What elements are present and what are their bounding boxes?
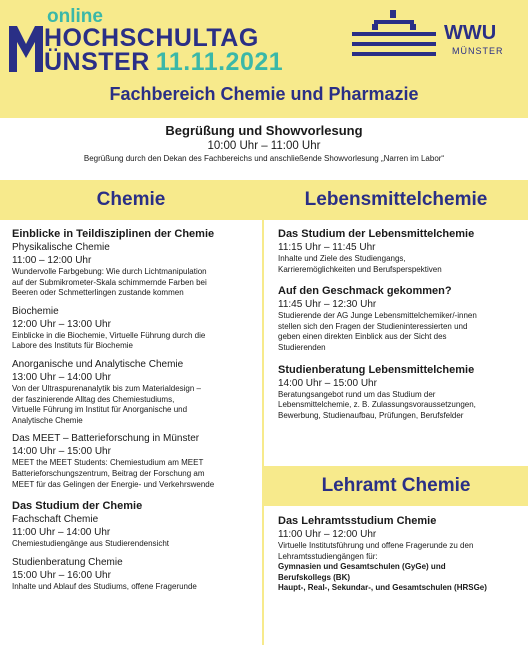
welcome-section: [0, 118, 528, 178]
event-desc: Labore des Instituts für Biochemie: [12, 341, 133, 351]
event-desc: Lebensmittelchemie, z. B. Zulassungsvoraussetzungen,: [278, 400, 476, 410]
chemie-heading: Chemie: [0, 180, 262, 220]
event-name: Fachschaft Chemie: [12, 514, 99, 526]
event-desc: Inhalte und Ziele des Studiengangs,: [278, 254, 406, 263]
event-desc: Chemiestudiengänge aus Studierendensicht: [12, 539, 169, 549]
event-time: 15:00 Uhr – 16:00 Uhr: [12, 569, 111, 581]
event-name: Anorganische und Analytische Chemie: [12, 358, 184, 370]
logo-date: 11.11.2021: [155, 48, 284, 76]
lehramt-column: [278, 515, 522, 594]
event-desc: MEET für das Gelingen der Energie- und Verkehrswende: [12, 479, 215, 489]
event-desc: stellen sich den Fragen der Studieninteressierten und: [278, 321, 468, 331]
section-title: Einblicke in Teildisziplinen der Chemie: [12, 228, 215, 240]
event-desc: Beeren oder Schmetterlingen zustande kommen: [12, 288, 184, 298]
chemie-column: [12, 228, 260, 592]
section-title: Auf den Geschmack gekommen?: [278, 285, 452, 298]
event-time: 14:00 Uhr – 15:00 Uhr: [12, 446, 111, 458]
event-desc: Studierenden: [278, 342, 326, 352]
event-desc: MEET the MEET Students: Chemiestudium am MEET: [12, 458, 204, 468]
event-desc: Inhalte und Ablauf des Studiums, offene Fragerunde: [12, 581, 197, 591]
logo-muenster: ÜNSTER: [44, 48, 150, 76]
lehramt-heading: Lehramt Chemie: [264, 466, 528, 506]
event-desc-bold: Haupt-, Real-, Sekundar-, und Gesamtschulen (HRSGe): [278, 583, 487, 593]
event-desc: Analytische Chemie: [12, 415, 83, 425]
logo-online-text: online: [47, 6, 103, 27]
event-time: 14:00 Uhr – 15:00 Uhr: [278, 377, 377, 389]
wwu-logo-subtext: MÜNSTER: [452, 46, 504, 56]
header-banner: [0, 0, 528, 118]
welcome-title: Begrüßung und Showvorlesung: [165, 123, 363, 138]
section-title: Studienberatung Lebensmittelchemie: [278, 363, 475, 376]
logo-muenster-line: [44, 48, 283, 77]
logo-hochschultag: HOCHSCHULTAG: [44, 24, 259, 52]
event-desc: auf der Submikrometer-Skala schimmernde Farben bei: [12, 277, 207, 287]
event-desc: Batterieforschungszentrum, Beitrag der Forschung am: [12, 468, 205, 478]
event-desc: Bewerbung, Studienaufbau, Prüfungen, Berufsfelder: [278, 410, 464, 420]
event-name: Das MEET – Batterieforschung in Münster: [12, 433, 200, 445]
wwu-logo-icon: [352, 10, 436, 62]
event-desc: Virtuelle Führung im Institut für Anorganische und: [12, 405, 188, 415]
event-desc: Einblicke in die Biochemie, Virtuelle Führung durch die: [12, 330, 206, 340]
event-time: 11:00 Uhr – 12:00 Uhr: [278, 529, 377, 540]
section-title: Das Studium der Chemie: [12, 500, 143, 513]
event-time: 11:00 Uhr – 14:00 Uhr: [12, 527, 111, 539]
event-desc: Lehramtsstudiengängen für:: [278, 551, 378, 561]
event-desc: Von der Ultraspurenanalytik bis zum Materialdesign –: [12, 383, 201, 393]
section-title: Das Lehramtsstudium Chemie: [278, 515, 437, 527]
event-desc-bold: Berufskollegs (BK): [278, 572, 351, 582]
column-divider: [262, 180, 264, 645]
event-desc: der faszinierende Alltag des Chemiestudiums,: [12, 394, 175, 404]
event-time: 11:45 Uhr – 12:30 Uhr: [278, 299, 377, 311]
event-name: Biochemie: [12, 305, 59, 317]
wwu-logo-text: WWU: [444, 22, 497, 44]
lebensmittelchemie-heading: Lebensmittelchemie: [264, 180, 528, 220]
event-name: Studienberatung Chemie: [12, 556, 123, 568]
welcome-time: 10:00 Uhr – 11:00 Uhr: [207, 140, 321, 152]
event-desc: geben einen direkten Einblick aus der Sicht des: [278, 332, 447, 342]
event-desc: Studierende der AG Junge Lebensmittelchemiker/-innen: [278, 311, 477, 321]
event-time: 11:15 Uhr – 11:45 Uhr: [278, 242, 376, 253]
event-desc: Wundervolle Farbgebung: Wie durch Lichtmanipulation: [12, 267, 207, 276]
event-time: 11:00 – 12:00 Uhr: [12, 255, 92, 266]
section-title: Das Studium der Lebensmittelchemie: [278, 228, 475, 240]
event-name: Physikalische Chemie: [12, 242, 110, 253]
event-desc: Virtuelle Institutsführung und offene Fragerunde zu den: [278, 541, 474, 550]
event-time: 13:00 Uhr – 14:00 Uhr: [12, 371, 111, 383]
welcome-description: Begrüßung durch den Dekan des Fachbereichs und anschließende Showvorlesung „Narren im Labor“: [83, 154, 445, 163]
event-desc: Beratungsangebot rund um das Studium der: [278, 389, 436, 399]
page-title: Fachbereich Chemie und Pharmazie: [109, 84, 419, 104]
event-time: 12:00 Uhr – 13:00 Uhr: [12, 318, 111, 330]
event-desc: Karrieremöglichkeiten und Berufsperspektiven: [278, 264, 442, 274]
event-desc-bold: Gymnasien und Gesamtschulen (GyGe) und: [278, 562, 446, 572]
hochschultag-m-logo-icon: [9, 26, 43, 72]
lebensmittelchemie-column: [278, 228, 522, 421]
